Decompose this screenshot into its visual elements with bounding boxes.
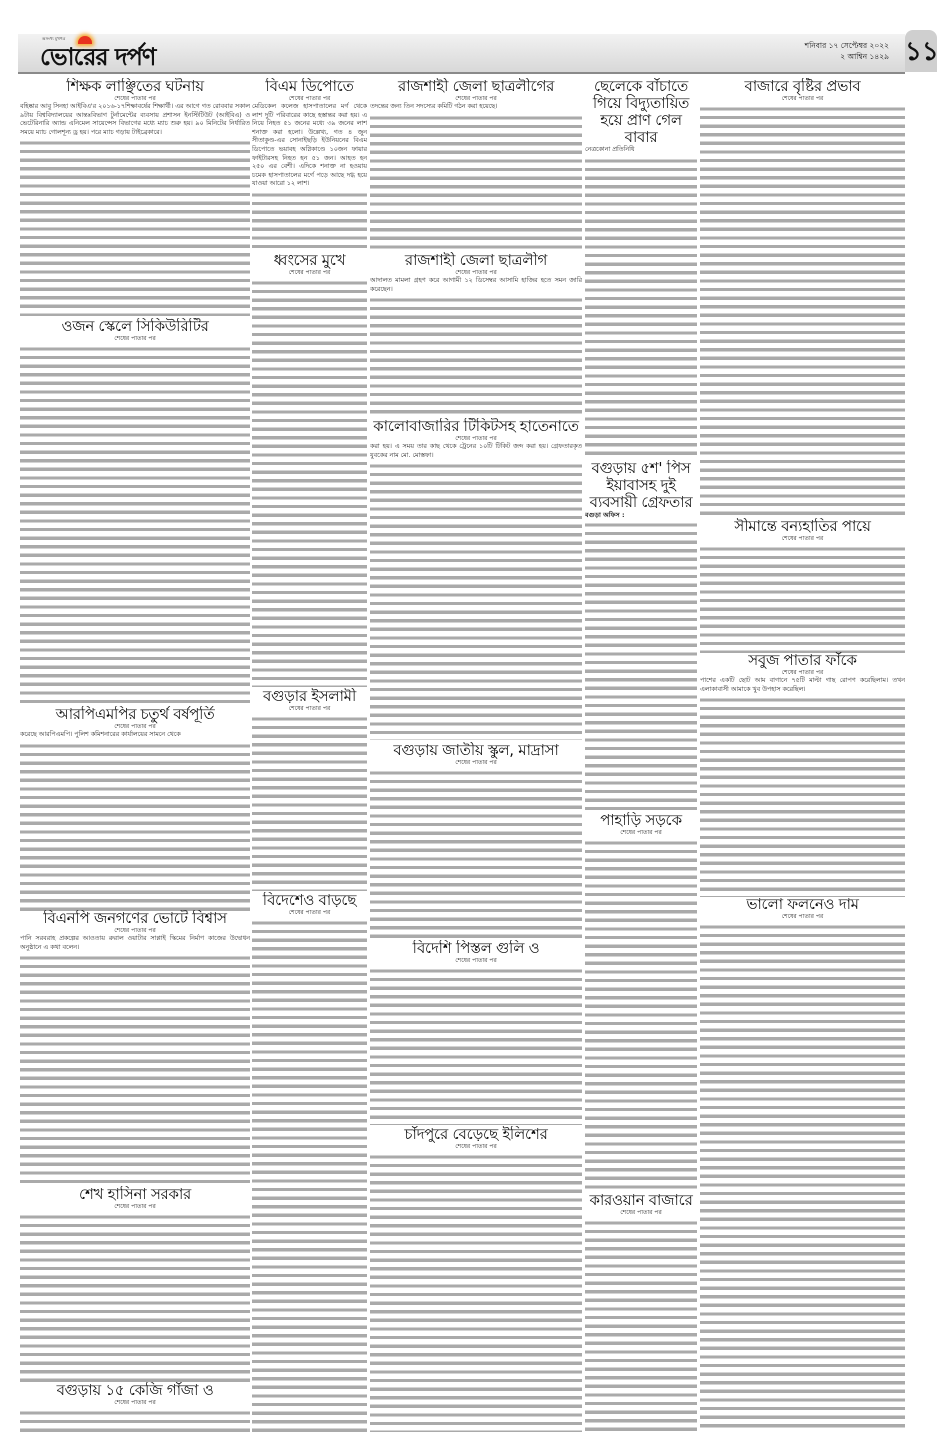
body-text-lines [370, 769, 582, 939]
jump-label: শেষের পাতার পর [114, 723, 156, 730]
jump-label: শেষের পাতার পর [455, 759, 497, 766]
issue-date [805, 40, 889, 62]
body-text-lines [20, 1409, 250, 1432]
masthead-tagline: অসংখ্য মুখপত্র [42, 36, 66, 41]
article-headline[interactable]: বগুড়ায় ৫শ' পিস ইয়াবাসহ দুই ব্যবসায়ী গ্রেফতার [589, 460, 693, 511]
body-text-lines [585, 839, 697, 1192]
article-body: মেডিকেল কলেজ হাসপাতালের মর্গ থেকে লাশ দুটি পরিবারের কাছে হস্তান্তর করা হয়। এ নিয়ে নিহত ৫১ জনের মধ্যে ৩৯ জনের লাশ শনাক্ত করা হলো। উল্লেখ্য, গত ৪ জুন সীতাকুণ্ড-এর সোনাইছড়ি ইউনিয়নের বিএম ডিপোতে ভয়াবহ অগ্নিকাণ্ডে ১০জন ফায়ার ফাইটারসহ নিহত হন ৫১ জন। আহত হন ২৫০ এর বেশী। এদিকে শনাক্ত না হওয়ায় চমেক হাসপাতালের মর্গে পড়ে আছে দগ্ধ হয়ে যাওয়া আরো ১২ লাশ। [252, 103, 367, 188]
body-text-lines [20, 742, 250, 911]
article-hill-road [585, 812, 697, 1192]
body-text-lines [370, 114, 582, 253]
jump-label: শেষের পাতার পর [288, 95, 331, 102]
jump-label: শেষের পাতার পর [114, 927, 156, 934]
article-bogura-ganja [20, 1382, 250, 1432]
article-headline[interactable]: কারওয়ান বাজারে [589, 1192, 693, 1209]
article-headline[interactable]: বিদেশি পিস্তল গুলি ও [412, 940, 540, 957]
article-headline[interactable]: রাজশাহী জেলা ছাত্রলীগ [404, 252, 548, 269]
article-headline[interactable]: বিএম ডিপোতে [265, 78, 354, 95]
article-headline[interactable]: বাজারে বৃষ্টির প্রভাব [744, 78, 861, 95]
jump-label: শেষের পাতার পর [781, 95, 824, 102]
article-headline[interactable]: বিদেশেও বাড়ছে [262, 892, 357, 909]
jump-label: শেষের পাতার পর [455, 269, 497, 276]
article-headline[interactable]: বিএনপি জনগণের ভোটে বিশ্বাস [43, 910, 227, 927]
jump-label: শেষের পাতার পর [620, 829, 662, 836]
body-text-lines [370, 967, 582, 1125]
article-green-leaves [700, 652, 905, 897]
article-headline[interactable]: সবুজ পাতার ফাঁকে [748, 652, 857, 669]
jump-label: শেষের পাতার পর [114, 1399, 156, 1406]
body-text-lines [370, 1153, 582, 1432]
body-text-lines [20, 1213, 250, 1382]
jump-label: শেষের পাতার পর [620, 1209, 662, 1216]
jump-label: শেষের পাতার পর [114, 95, 156, 102]
jump-label: শেষের পাতার পর [114, 335, 156, 342]
jump-label: শেষের পাতার পর [455, 957, 497, 964]
jump-label: শেষের পাতার পর [114, 1203, 156, 1210]
article-rajshahi-chhatraleague-2 [370, 252, 582, 418]
article-weight-scale [20, 318, 250, 706]
article-body: আদালত মামলা গ্রহণ করে আগামী ১২ ডিসেম্বর আসামি হাজির হতে সমন জারি করেছেন। [370, 277, 582, 293]
article-abroad-rising [252, 892, 367, 1432]
date-bengali: ২ আশ্বিন ১৪২৯ [840, 52, 889, 61]
body-text-lines [700, 923, 905, 1431]
body-text-lines [585, 1219, 697, 1432]
article-body: তদন্তের জন্য তিন সদস্যের কমিটি গঠন করা হয়েছে। [370, 103, 498, 110]
article-teacher-assault [20, 78, 250, 316]
article-body: পাশের একটি ছোট আম বাগানে ৭৫টি মাল্টা গাছ রোপণ করেছিলাম। তখন এলাকাবাসী আমাকে খুব উপহাস করেছিল। [700, 677, 905, 693]
article-headline[interactable]: বগুড়ায় ১৫ কেজি গাঁজা ও [56, 1382, 214, 1399]
article-headline[interactable]: রাজশাহী জেলা ছাত্রলীগের [397, 78, 555, 95]
article-border-elephant [700, 518, 905, 653]
article-father-electrocuted [585, 78, 697, 458]
article-byline: বগুড়া অফিস : [585, 511, 625, 519]
masthead [18, 34, 905, 74]
jump-label: শেষের পাতার পর [455, 95, 497, 102]
body-text-lines [700, 545, 905, 653]
body-text-lines [20, 345, 250, 706]
article-destruction [252, 252, 367, 687]
article-foreign-pistol [370, 940, 582, 1125]
article-body: নেত্রকোনা প্রতিনিধি [585, 146, 635, 153]
jump-label: শেষের পাতার পর [288, 909, 331, 916]
jump-label: শেষের পাতার পর [455, 1143, 497, 1150]
article-headline[interactable]: শেখ হাসিনা সরকার [78, 1186, 192, 1203]
article-rpmp-anniversary [20, 706, 250, 911]
article-headline[interactable]: চাঁদপুরে বেড়েছে ইলিশের [404, 1126, 548, 1143]
article-headline[interactable]: ধ্বংসের মুখে [273, 252, 346, 269]
article-headline[interactable]: শিক্ষক লাঞ্ছিতের ঘটনায় [66, 78, 204, 95]
article-karwan-bazar [585, 1192, 697, 1432]
date-gregorian: শনিবার ১৭ সেপ্টেম্বর ২০২২ [804, 41, 889, 50]
jump-label: শেষের পাতার পর [781, 669, 824, 676]
article-headline[interactable]: ছেলেকে বাঁচাতে গিয়ে বিদ্যুতায়িত হয়ে প্রাণ গেল বাবার [592, 78, 690, 146]
jump-label: শেষের পাতার পর [781, 535, 824, 542]
article-black-market-tickets [370, 418, 582, 740]
article-headline[interactable]: বগুড়ার ইসলামী [263, 688, 356, 705]
body-text-lines [20, 139, 250, 316]
article-bogura-yaba [585, 460, 697, 810]
body-text-lines [700, 105, 905, 518]
body-text-lines [252, 919, 367, 1432]
article-bm-depot [252, 78, 367, 253]
article-body: বহিষ্কার আবু সিনহা আইবিএ'র ২০১৬-১৭শিক্ষাবর্ষের শিক্ষার্থী। এর আগে গত রোববার সকাল ৯টায় বিশ্ববিদ্যালয়ের আন্তঃবিভাগ টুর্নামেন্টের ব্যবসায় প্রশাসন ইনস্টিটিউট (আইবিএ) ও ভেটেরিনারি অ্যান্ড এনিমেল সায়েন্সেস বিভাগের মধ্যে ম্যাচ শুরু হয়। ৯০ মিনিটের নির্ধারিত সময়ে ম্যাচ গোলশূন্য ড্র হয়। পরে ম্যাচ গড়ায় টাইব্রেকারে। [20, 103, 250, 136]
body-text-lines [252, 279, 367, 687]
body-text-lines [585, 521, 697, 810]
body-text-lines [370, 462, 582, 740]
article-bnp-vote [20, 910, 250, 1185]
article-rain-market [700, 78, 905, 518]
article-body: পানি সরবরাহ প্রকল্পের আওতায় রুরাল ওয়াটার সাপ্লাই স্কিমের নির্মাণ কাজের উদ্বোধন অনুষ্ঠানে এ কথা বলেন। [20, 935, 250, 951]
body-text-lines [585, 157, 697, 458]
article-headline[interactable]: আরপিএমপির চতুর্থ বর্ষপূর্তি [55, 706, 215, 723]
article-headline[interactable]: সীমান্তে বন্যহাতির পায়ে [734, 518, 871, 535]
body-text-lines [252, 715, 367, 891]
article-body: করা হয়। এ সময় তার কাছ থেকে ট্রেনের ১০টি টিকিট জব্দ করা হয়। গ্রেফতারকৃত যুবকের নাম মো. মোস্তফা। [370, 443, 582, 459]
newspaper-logo: ভোরের দর্পণ [40, 42, 156, 71]
jump-label: শেষের পাতার পর [288, 269, 331, 276]
jump-label: শেষের পাতার পর [455, 435, 497, 442]
article-headline[interactable]: পাহাড়ি সড়কে [600, 812, 682, 829]
article-body: করেছে আরপিএমপি। পুলিশ কমিশনারের কার্যালয়ের সামনে থেকে [20, 731, 181, 738]
article-headline[interactable]: বগুড়ায় জাতীয় স্কুল, মাদ্রাসা [393, 742, 559, 759]
body-text-lines [370, 296, 582, 418]
body-text-lines [252, 191, 367, 253]
body-text-lines [700, 696, 905, 897]
article-headline[interactable]: ওজন স্কেলে সিকিউরিটির [61, 318, 209, 335]
body-text-lines [20, 954, 250, 1185]
jump-label: শেষের পাতার পর [288, 705, 331, 712]
article-bogura-islami [252, 688, 367, 891]
article-rajshahi-chhatraleague-1 [370, 78, 582, 253]
article-headline[interactable]: ভালো ফলনেও দাম [746, 896, 859, 913]
article-chandpur-hilsa [370, 1126, 582, 1432]
article-good-yield-price [700, 896, 905, 1431]
article-sheikh-hasina-govt [20, 1186, 250, 1382]
article-bogura-national-school [370, 742, 582, 939]
page-number: ১১ [905, 30, 937, 72]
article-headline[interactable]: কালোবাজারির টিকিটসহ হাতেনাতে [373, 418, 579, 435]
jump-label: শেষের পাতার পর [781, 913, 824, 920]
